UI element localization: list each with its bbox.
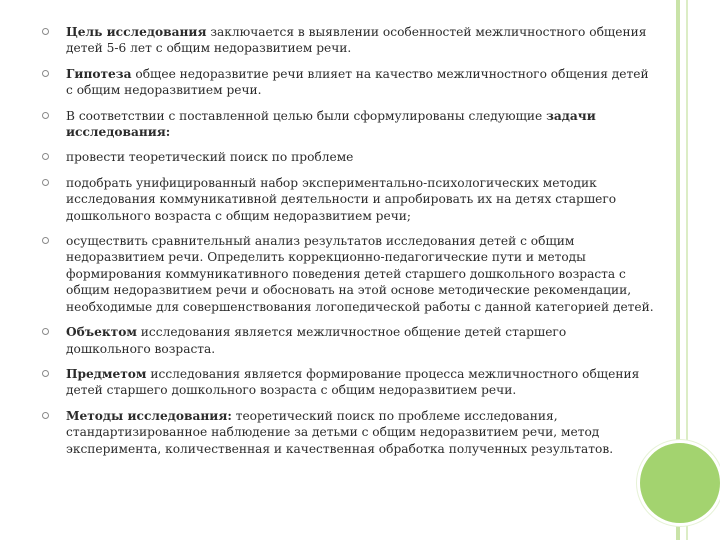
bullet-icon xyxy=(42,237,49,244)
list-item-hypothesis xyxy=(42,66,654,99)
bullet-icon xyxy=(42,28,49,35)
hypothesis-text: общее недоразвитие речи влияет на качество межличностного общения детей с общим недоразвитием речи. xyxy=(66,66,649,98)
task-2-text: подобрать унифицированный набор экспериментально-психологических методик исследования коммуникативной деятельности и апробировать их на детях старшего дошкольного возраста с общим недоразвитием речи; xyxy=(66,175,617,223)
list-item-task-2 xyxy=(42,175,654,224)
methods-label: Методы исследования: xyxy=(66,408,232,423)
bullet-icon xyxy=(42,112,49,119)
task-3-text: осуществить сравнительный анализ результатов исследования детей с общим недоразвитием речи. Определить коррекционно-педагогические пути и методы формирования коммуникативного поведения детей старшего дошкольного возраста с общим недоразвитием речи и обосновать на этой основе методические рекомендации, необходимые для совершенствования логопедической работы с данной категорией детей. xyxy=(66,234,654,314)
tasks-intro-text: В соответствии с поставленной целью были сформулированы следующие xyxy=(66,108,547,123)
list-item-object xyxy=(42,324,654,357)
bullet-icon xyxy=(42,370,49,377)
bullet-icon xyxy=(42,153,49,160)
object-label: Объектом xyxy=(66,325,137,340)
tasks-label: задачи исследования: xyxy=(66,108,596,140)
list-item-task-3 xyxy=(42,233,654,315)
bullet-icon xyxy=(42,179,49,186)
goal-label: Цель исследования xyxy=(66,25,207,39)
bullet-list xyxy=(42,24,654,466)
subject-label: Предметом xyxy=(66,366,147,381)
hypothesis-label: Гипотеза xyxy=(66,66,132,81)
bullet-icon xyxy=(42,328,49,335)
bullet-icon xyxy=(42,412,49,419)
methods-text: теоретический поиск по проблеме исследования, стандартизированное наблюдение за детьми с общим недоразвитием речи, метод эксперимента, количественная и качественная обработка полученных результатов. xyxy=(66,408,614,456)
list-item-task-1 xyxy=(42,149,654,165)
list-item-methods xyxy=(42,408,654,457)
list-item-goal xyxy=(42,24,654,57)
list-item-subject xyxy=(42,366,654,399)
bullet-icon xyxy=(42,70,49,77)
task-1-text: провести теоретический поиск по проблеме xyxy=(66,150,354,165)
subject-text: исследования является формирование процесса межличностного общения детей старшего дошкольного возраста с общим недоразвитием речи. xyxy=(66,366,640,398)
list-item-tasks-intro xyxy=(42,108,654,141)
goal-text: заключается в выявлении особенностей межличностного общения детей 5-6 лет с общим недоразвитием речи. xyxy=(66,25,647,56)
object-text: исследования является межличностное общение детей старшего дошкольного возраста. xyxy=(66,325,567,356)
